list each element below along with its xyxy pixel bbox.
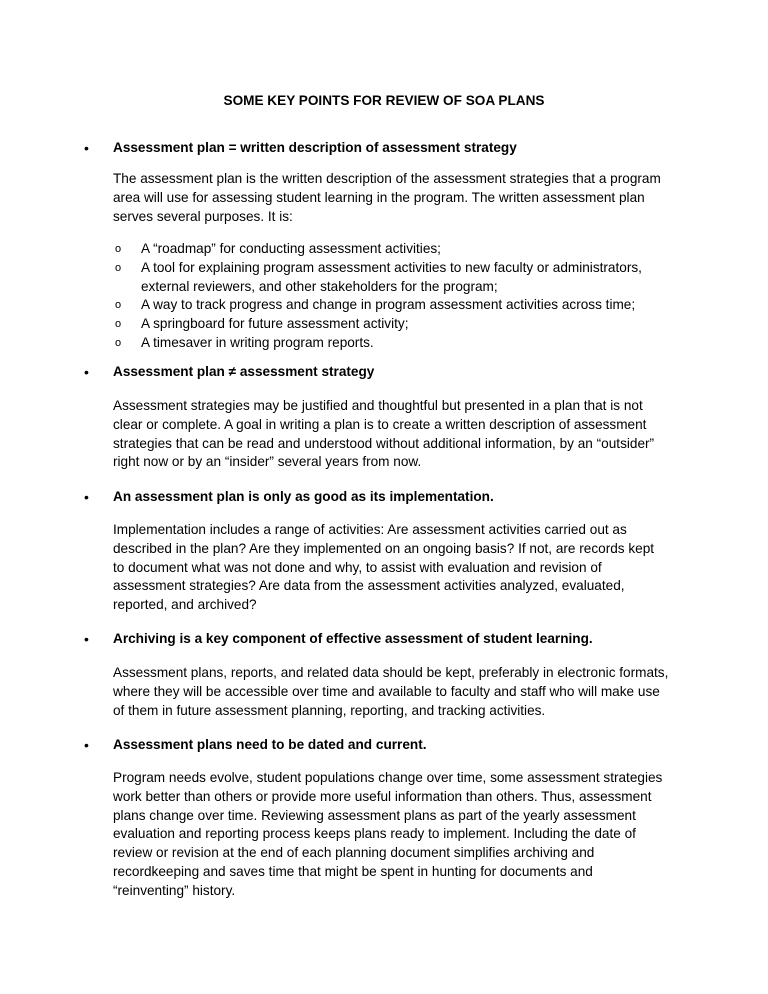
paragraph-line: Program needs evolve, student populations change over time, some assessment strategies: [113, 770, 663, 785]
key-point-paragraph: [113, 521, 673, 615]
key-point-paragraph: [113, 664, 673, 720]
paragraph-line: assessment strategies? Are data from the assessment activities analyzed, evaluated,: [113, 578, 625, 594]
paragraph-line: serves several purposes. It is:: [113, 208, 293, 224]
paragraph-line: described in the plan? Are they implemented on an ongoing basis? If not, are records kept: [113, 540, 655, 556]
paragraph-line: of them in future assessment planning, reporting, and tracking activities.: [113, 702, 546, 718]
paragraph-line: review or revision at the end of each planning document simplifies archiving and: [113, 845, 595, 860]
paragraph-line: evaluation and reporting process keeps plans ready to implement. Including the date of: [113, 826, 636, 842]
bullet-marker: •: [84, 140, 89, 156]
key-point-heading: Assessment plan = written description of assessment strategy: [113, 140, 517, 155]
sub-bullet-text: A springboard for future assessment activity;: [141, 316, 409, 331]
paragraph-line: Assessment strategies may be justified and thoughtful but presented in a plan that is not: [113, 398, 643, 413]
sub-bullet-item: [113, 296, 673, 315]
sub-bullet-marker: o: [115, 318, 122, 330]
bullet-marker: •: [84, 631, 89, 647]
paragraph-line: Assessment plans, reports, and related data should be kept, preferably in electronic formats,: [113, 665, 669, 680]
sub-bullet-marker: o: [115, 299, 122, 312]
sub-bullet-item: [113, 259, 673, 297]
key-point-paragraph: [113, 769, 673, 900]
paragraph-line: plans change over time. Reviewing assessment plans as part of the yearly assessment: [113, 807, 636, 823]
key-point-heading: Assessment plans need to be dated and current.: [113, 737, 427, 752]
paragraph-line: The assessment plan is the written description of the assessment strategies that a program: [113, 171, 661, 186]
sub-bullet-item: [113, 334, 673, 353]
sub-bullet-text: A timesaver in writing program reports.: [141, 334, 374, 350]
paragraph-line: where they will be accessible over time and available to faculty and staff who will make use: [113, 683, 660, 699]
bullet-marker: •: [84, 364, 89, 380]
paragraph-line: reported, and archived?: [113, 597, 257, 612]
paragraph-line: right now or by an “insider” several years from now.: [113, 454, 422, 470]
sub-bullet-text: A tool for explaining program assessment activities to new faculty or administrators,: [141, 259, 642, 275]
paragraph-line: recordkeeping and saves time that might be spent in hunting for documents and: [113, 863, 593, 879]
key-point-paragraph: [113, 397, 673, 472]
bullet-marker: •: [84, 489, 89, 505]
sub-bullet-text: A “roadmap” for conducting assessment activities;: [141, 241, 441, 256]
sub-bullet-item: [113, 240, 673, 259]
page-title: SOME KEY POINTS FOR REVIEW OF SOA PLANS: [223, 93, 545, 108]
key-point-heading: Assessment plan ≠ assessment strategy: [113, 364, 375, 379]
sub-bullet-list: [113, 240, 673, 353]
sub-bullet-marker: o: [115, 336, 122, 349]
paragraph-line: to document what was not done and why, to assist with evaluation and revision of: [113, 559, 602, 575]
sub-bullet-marker: o: [115, 261, 122, 274]
key-point-heading: An assessment plan is only as good as its implementation.: [113, 489, 494, 504]
sub-bullet-text: external reviewers, and other stakeholders for the program;: [141, 278, 498, 294]
paragraph-line: strategies that can be read and understood without additional information, by an “outsider”: [113, 435, 655, 451]
sub-bullet-marker: o: [115, 243, 122, 255]
key-point-paragraph: [113, 170, 673, 226]
paragraph-line: clear or complete. A goal in writing a plan is to create a written description of assessment: [113, 416, 647, 432]
key-point-heading: Archiving is a key component of effective assessment of student learning.: [113, 631, 593, 646]
sub-bullet-item: [113, 315, 673, 334]
paragraph-line: area will use for assessing student learning in the program. The written assessment plan: [113, 189, 645, 205]
sub-bullet-text: A way to track progress and change in program assessment activities across time;: [141, 297, 636, 313]
paragraph-line: “reinventing” history.: [113, 882, 236, 898]
bullet-marker: •: [84, 737, 89, 753]
paragraph-line: Implementation includes a range of activities: Are assessment activities carried out as: [113, 522, 627, 537]
paragraph-line: work better than others or provide more useful information than others. Thus, assessment: [113, 788, 652, 804]
